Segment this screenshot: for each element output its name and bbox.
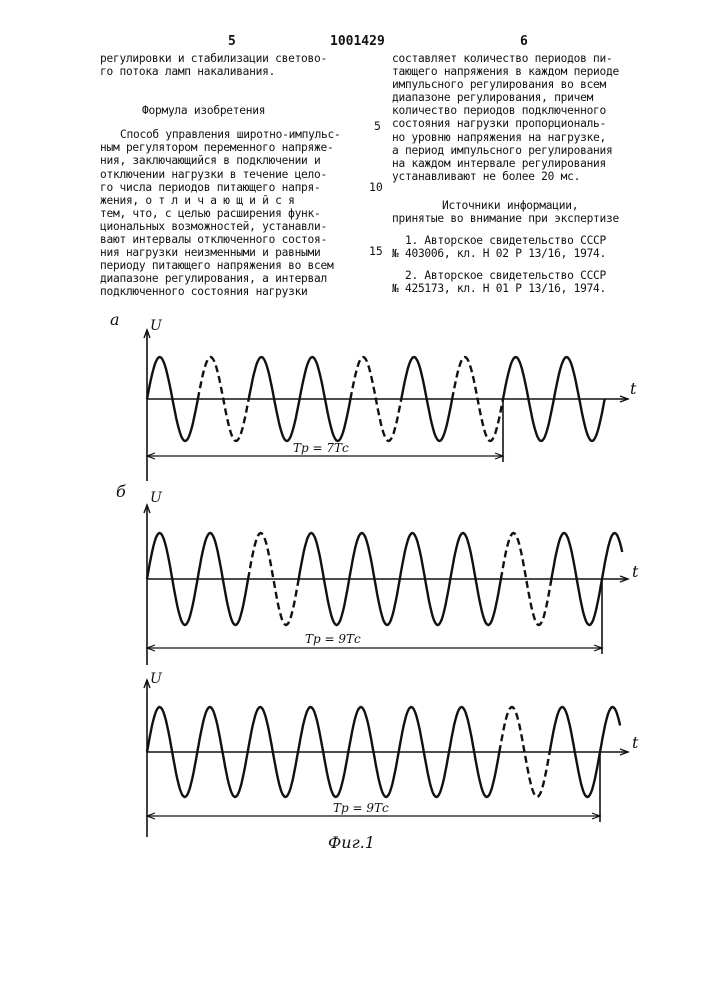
line-number: 10 bbox=[369, 180, 383, 194]
text-line: вают интервалы отключенного состоя- bbox=[100, 233, 327, 247]
panel-label: а bbox=[110, 310, 120, 329]
reference-line: 1. Авторское свидетельство СССР bbox=[392, 234, 607, 248]
y-axis-label: U bbox=[150, 490, 162, 506]
text-line: отключении нагрузки в течение цело- bbox=[100, 167, 327, 181]
panel-label: б bbox=[116, 482, 126, 501]
waveform-panel bbox=[110, 310, 637, 481]
patent-number: 1001429 bbox=[330, 34, 385, 49]
text-line: ным регулятором переменного напряже- bbox=[100, 141, 334, 155]
line-number: 5 bbox=[374, 119, 381, 133]
y-axis-label: U bbox=[150, 671, 162, 687]
text-line: регулировки и стабилизации светово- bbox=[100, 52, 327, 65]
text-line: ния, заключающийся в подключении и bbox=[100, 154, 321, 168]
text-line: диапазоне регулирования, а интервал bbox=[100, 272, 327, 286]
text-line: составляет количество периодов пи- bbox=[392, 52, 613, 65]
figure-caption: Фиг.1 bbox=[328, 833, 375, 852]
text-line: жения, о т л и ч а ю щ и й с я bbox=[100, 193, 295, 207]
x-axis-label: t bbox=[630, 379, 637, 398]
line-number: 15 bbox=[369, 244, 383, 258]
text-line: а период импульсного регулирования bbox=[392, 143, 613, 157]
claims-heading: Формула изобретения bbox=[142, 104, 266, 118]
x-axis-label: t bbox=[632, 733, 639, 752]
text-line: импульсного регулирования во всем bbox=[392, 78, 607, 92]
y-axis-label: U bbox=[150, 318, 162, 334]
reference-line: 2. Авторское свидетельство СССР bbox=[392, 269, 607, 283]
reference-line: № 425173, кл. Н 01 Р 13/16, 1974. bbox=[392, 282, 607, 296]
text-line: подключенного состояния нагрузки bbox=[100, 285, 308, 299]
period-label: Тр = 9Тс bbox=[305, 632, 361, 646]
sources-heading: принятые во внимание при экспертизе bbox=[392, 212, 619, 226]
reference-line: № 403006, кл. Н 02 Р 13/16, 1974. bbox=[392, 247, 607, 261]
text-line: периоду питающего напряжения во всем bbox=[100, 259, 334, 273]
text-line: Способ управления широтно-импульс- bbox=[120, 128, 341, 142]
text-line: состояния нагрузки пропорциональ- bbox=[392, 117, 607, 131]
waveform-panel bbox=[116, 482, 639, 665]
left-page-number: 5 bbox=[228, 34, 236, 49]
text-line: но уровню напряжения на нагрузке, bbox=[392, 130, 607, 144]
text-line: диапазоне регулирования, причем bbox=[392, 91, 594, 105]
period-label: Тр = 7Тс bbox=[293, 441, 349, 455]
waveform-on-period bbox=[602, 533, 622, 579]
text-line: количество периодов подключенного bbox=[392, 104, 607, 118]
text-line: го потока ламп накаливания. bbox=[100, 65, 276, 79]
sources-heading: Источники информации, bbox=[442, 198, 579, 212]
x-axis-label: t bbox=[632, 562, 639, 581]
text-line: устанавливают не более 20 мс. bbox=[392, 169, 581, 183]
text-line: тем, что, с целью расширения функ- bbox=[100, 206, 321, 220]
right-page-number: 6 bbox=[520, 34, 528, 49]
text-line: го числа периодов питающего напря- bbox=[100, 180, 321, 194]
text-line: циональных возможностей, устанавли- bbox=[100, 219, 327, 233]
text-line: на каждом интервале регулирования bbox=[392, 156, 607, 170]
waveform-on-period bbox=[600, 707, 620, 752]
text-line: тающего напряжения в каждом периоде bbox=[392, 65, 619, 79]
waveform-panel bbox=[144, 671, 639, 837]
text-line: ния нагрузки неизменными и равными bbox=[100, 246, 321, 260]
period-label: Тр = 9Тс bbox=[333, 801, 389, 815]
